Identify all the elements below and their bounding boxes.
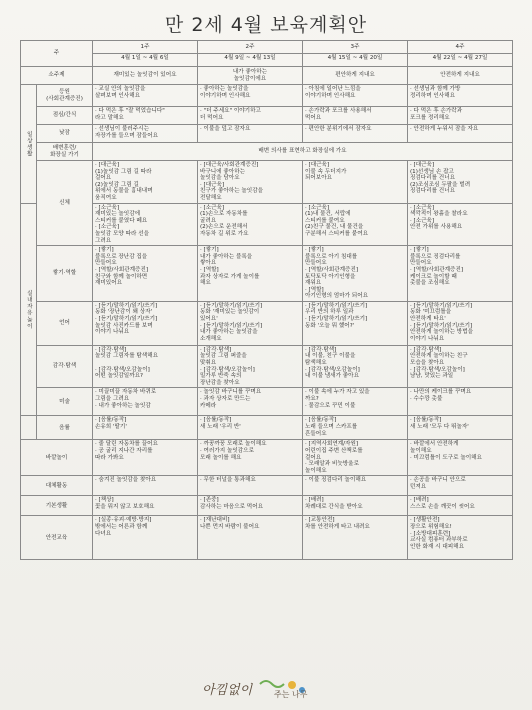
basic-life-row [21,496,513,516]
physical-cell: · [대근육] (1)놀잇감 그림 길 따라 걸어요 (2)놀잇감 그림 길 위에서 동물을 흉내내며 움직여요 [93,161,198,204]
safety-cell: · [생활안전] 장으로 위험해요! · [소방대피훈련] 교사실 컴퓨터 과부하로 인한 화재 시 대피해요 [408,516,513,560]
alternative-activity-cell: · 숨겨진 놀잇감을 찾아요 [93,476,198,496]
music-label: 음률 [37,416,93,440]
blocks-cell: · [쌓기] 블록으로 아기 침대를 만들어요 · [역할/사회관계증진] 토닥토닥 아기인형을 재워요 · [역할] 아기인형의 엄마가 되어요 [303,246,408,302]
sensory-row [21,345,513,388]
subtopic-row [21,67,513,85]
basic-life-cell: · [배려] 스스로 손을 깨끗이 씻어요 [408,496,513,516]
meal-row [21,107,513,125]
music-cell: · [음률/동작] 새 노래 '우리 반' [198,416,303,440]
outdoor-cell: · 바깥에서 안전하게 놀이해요 · 미끄럼틀이 도구로 놀이해요 [408,440,513,476]
blocks-row [21,246,513,302]
arrival-cell: · 좋아하는 놀잇감을 이야기하며 인사해요 [198,85,303,107]
art-row [21,388,513,416]
nap-cell: · 선생님이 불러주시는 자장가를 들으며 잠들어요 [93,125,198,143]
meal-cell: · "더 주세요" 이야기하고 더 먹어요 [198,107,303,125]
physical-fine-cell: · [소근육] 색깍적이 왕흙을 찰라요 · [소근육] 안전 가위를 사용해요 [408,203,513,246]
alternative-activity-label: 대체활동 [21,476,93,496]
arrival-label: 등원 (사회관계증진) [37,85,93,107]
blocks-cell: · [쌓기] 블록으로 장난감 집을 만들어요 · [역할/사회관계증진] 친구와 함께 놀이하면 재미있어요 [93,246,198,302]
sensory-cell: · [감각·탐색] 안전하게 놀이하는 친구 모습을 찾아요 · [감각·탐색/오감놀이] 냠냠, 맛있는 과일 [408,345,513,388]
arrival-cell: · 선생님과 함께 가방 정리하며 인사해요 [408,85,513,107]
alternative-activity-cell: · 무한 터널을 통과해요 [198,476,303,496]
nap-cell: · 편안한 분위기에서 잠자요 [303,125,408,143]
meal-label: 점심/간식 [37,107,93,125]
week-1-label: 1주 [93,41,198,54]
physical-cell: · [대근육] (1)선생님 손 잡고 징검다리를 건너요 (2)조심조심 두팔을 벌려 징검다리를 건너요 [408,161,513,204]
meal-cell: · 다 먹은 후 "잘 먹었습니다" 라고 말해요 [93,107,198,125]
blocks-cell: · [쌓기] 내가 좋아하는 블록을 쌓아요 · [역할] 과자 상자로 가게 놀이를 해요 [198,246,303,302]
sensory-label: 감각·탐색 [37,345,93,388]
basic-life-label: 기본생활 [21,496,93,516]
art-cell: · 이불 속에 누가 자고 있을 까요? · 물감으로 꾸민 이불 [303,388,408,416]
week-range-row [21,54,513,67]
language-label: 언어 [37,301,93,345]
toilet-row [21,143,513,161]
indoor-play-group-label: 실내자유놀이 [21,203,37,416]
svg-text:아낌없이: 아낌없이 [202,683,253,698]
language-cell: · [듣기/말하기/읽기/쓰기] 동화 '장난감이 왜 상자' · [듣기/말하기/읽기/쓰기] 놀잇감 사진카드를 보며 이야기 나눠요 [93,301,198,345]
physical-cell: · [대근육] 이불 속 두더지가 되어보아요 [303,161,408,204]
weekly-plan-table [20,40,513,560]
basic-life-cell: · [존중] 감사하는 마음으로 먹어요 [198,496,303,516]
language-row [21,301,513,345]
nap-cell: · 이불을 덮고 잠자요 [198,125,303,143]
language-cell: · [듣기/말하기/읽기/쓰기] 동화 '재미있는 놀잇감이 있어요' · [듣기/말하기/읽기/쓰기] 내가 좋아하는 놀잇감을 소개해요 [198,301,303,345]
music-row [21,416,513,440]
alternative-activity-row [21,476,513,496]
safety-row [21,516,513,560]
arrival-cell: · 교실 안의 놀잇감을 살펴보며 인사해요 [93,85,198,107]
physical-row [21,161,513,204]
music-cell: · [음률/동작] 손유희 '딸기' [93,416,198,440]
toilet-cell: 배변 의사를 표현하고 화장실에 가요 [93,143,513,161]
nap-label: 낮잠 [37,125,93,143]
week-2-label: 2주 [198,41,303,54]
arrival-cell: · 아침에 일어난 느낌을 이야기하며 인사해요 [303,85,408,107]
week-3-range: 4월 15일 ~ 4월 20일 [303,54,408,67]
subtopic-cell: 편안하게 지내요 [303,67,408,85]
physical-fine-cell: · [소근육] (1)손으로 자동차를 굴려요 (2)손으로 운전해서 자동차 길 위로 가요 [198,203,303,246]
physical-cell: · [대근육/사회관계증진] 바구니에 좋아하는 놀잇감을 담아요 · [대근육] 친구가 좋아하는 놀잇감을 전달해요 [198,161,303,204]
physical-fine-cell: · [소근육] (1)내 물건, 서랍에 스티커를 붙여요 (2)친구 물건, 내 물건을 구분해서 스티커를 붙여요 [303,203,408,246]
language-cell: · [듣기/말하기/읽기/쓰기] 우리 반의 하루 일과 · [듣기/말하기/읽기/쓰기] 동화 '오늘 뭐 했어?' [303,301,408,345]
music-cell: · [음률/동작] 새 노래 '모두 다 뛰놀자' [408,416,513,440]
blocks-cell: · [쌓기] 블록으로 징검다리를 만들어요 · [역할/사회관계증진] 케이크로 놀이할 때 촛불을 조심해요 [408,246,513,302]
basic-life-cell: · [배려] 차례대로 간식을 받아요 [303,496,408,516]
basic-life-cell: · [책상] 꽃을 뭐지 않고 보호해요 [93,496,198,516]
art-cell: · 나만의 케이크를 꾸며요 · 수수깡 촛불 [408,388,513,416]
outdoor-label: 바깥놀이 [21,440,93,476]
subtopic-cell: 안전하게 지내요 [408,67,513,85]
week-4-label: 4주 [408,41,513,54]
week-1-range: 4월 1일 ~ 4월 6일 [93,54,198,67]
outdoor-cell: · [지역사회연계/자원] 어린이집 주변 산책로를 걸어요 · 모래알과 비눗방울로 놀이해요 [303,440,408,476]
subtopic-cell: 재미있는 놀잇감이 있어요 [93,67,198,85]
week-column-label: 주 [21,41,93,67]
subtopic-label: 소주제 [21,67,93,85]
safety-cell: · [교통안전] 차를 안전하게 타고 내려요 [303,516,408,560]
physical-label: 신체 [37,161,93,246]
nap-row [21,125,513,143]
arrival-row [21,85,513,107]
week-4-range: 4월 22일 ~ 4월 27일 [408,54,513,67]
sensory-cell: · [감각·탐색] 놀잇감 그림자를 탐색해요 · [감각·탐색/오감놀이] 어떤 놀잇감일까요? [93,345,198,388]
art-cell: · 놀잇감 바구니를 꾸며요 · 과자 상자로 만드는 카메라 [198,388,303,416]
meal-cell: · 손가락과 포크를 사용해서 먹어요 [303,107,408,125]
sensory-cell: · [감각·탐색] 내 이불, 친구 이불을 탐색해요 · [감각·탐색/오감놀이] 내 이불 냄새가 좋아요 [303,345,408,388]
week-2-range: 4월 9일 ~ 4월 13일 [198,54,303,67]
art-cell: · 미끌미끌 자동차 바퀴로 그림을 그려요 · 내가 좋아하는 놀잇감 [93,388,198,416]
safety-label: 안전교육 [21,516,93,560]
nap-cell: · 안전하게 누워서 잠을 자요 [408,125,513,143]
svg-text:주는 나무: 주는 나무 [274,690,308,699]
page-title: 만 2세 4월 보육계획안 [164,14,368,36]
toilet-label: 배변훈련/ 화장실 가기 [37,143,93,161]
subtopic-cell: 내가 좋아하는 놀잇감이에요 [198,67,303,85]
daycare-logo [196,676,336,700]
outdoor-cell: · 까꿍까꿍 모래로 놀이해요 · 여러가지 놀잇감으로 모래 놀이를 해요 [198,440,303,476]
physical-fine-row [21,203,513,246]
week-3-label: 3주 [303,41,408,54]
art-label: 미술 [37,388,93,416]
language-cell: · [듣기/말하기/읽기/쓰기] 동화 '미끄럼틀을 안전하게 타요' · [듣기/말하기/읽기/쓰기] 안전하게 놀이하는 방법을 이야기 나눠요 [408,301,513,345]
week-header-row [21,41,513,54]
sensory-cell: · [감각·탐색] 놀잇감 그림 퍼즐을 맞춰요 · [감각·탐색/오감놀이] 밀가루 반죽 속의 장난감을 찾아요 [198,345,303,388]
blocks-label: 쌓기·역할 [37,246,93,302]
outdoor-cell: · 줄 달린 자동차를 끌어요 · 공 굴리 지나간 자리를 따라 가봐요 [93,440,198,476]
alternative-activity-cell: · 손공을 바구니 안으로 던져요 [408,476,513,496]
outdoor-row [21,440,513,476]
safety-cell: · [재난대비] 나쁜 먼지 바람이 불어요 [198,516,303,560]
alternative-activity-cell: · 이불 징검다리 놀이해요 [303,476,408,496]
daily-life-group-label: 일상생활 [21,85,37,204]
meal-cell: · 다 먹은 후 손가락과 포크를 정리해요 [408,107,513,125]
music-cell: · [음률/동작] 노래 들으며 스카프를 흔들어요 [303,416,408,440]
safety-cell: · [실종·유괴·예방·방지] 밖에서는 어른과 함께 다녀요 [93,516,198,560]
physical-fine-cell: · [소근육] 재미있는 놀잇감에 스티커를 붙였다 떼요 · [소근육] 놀잇감 모양 따라 선을 그려요 [93,203,198,246]
